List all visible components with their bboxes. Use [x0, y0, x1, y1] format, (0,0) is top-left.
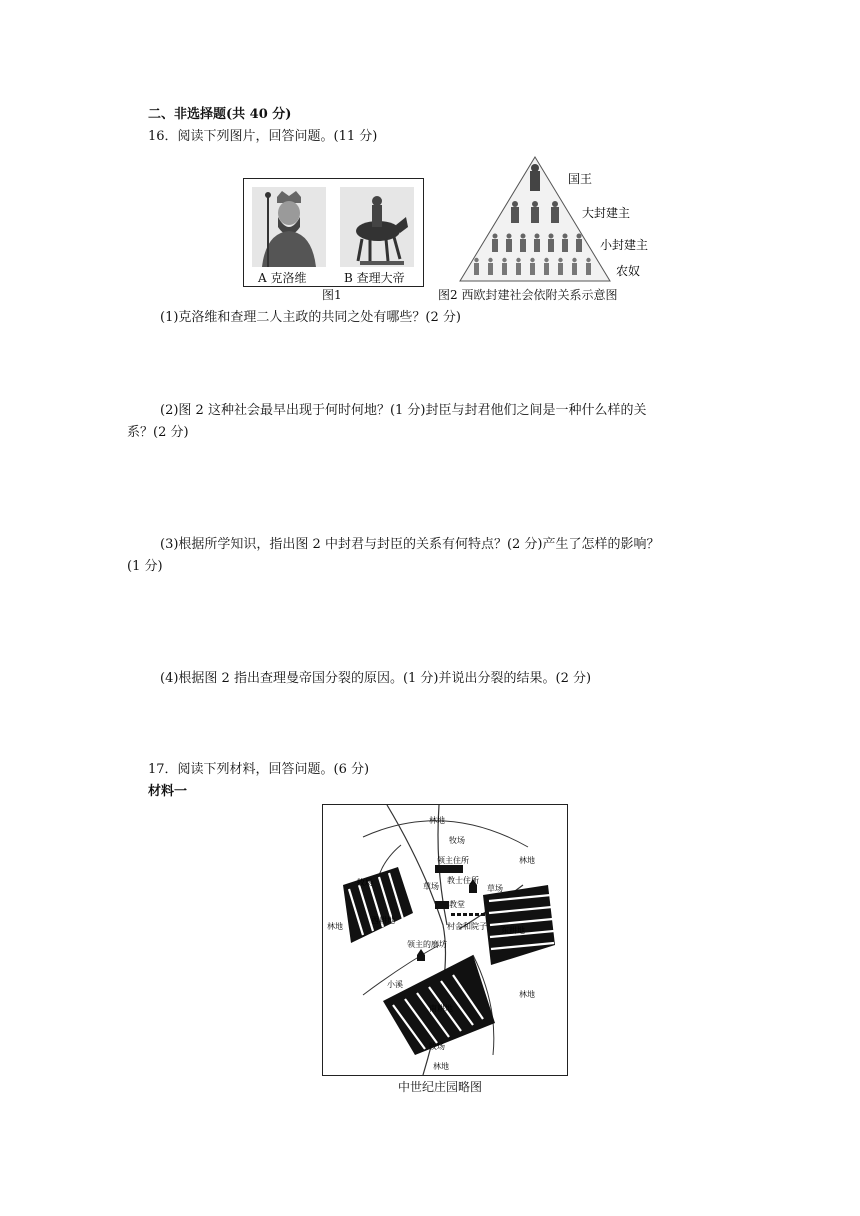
map-label-priest-house: 教士住所	[447, 876, 479, 885]
map-label-forest-left: 林地	[327, 922, 343, 931]
charlemagne-statue	[340, 187, 414, 267]
map-label-south-field: 南耕地	[429, 1004, 453, 1013]
question-16-stem: 16．阅读下列图片，回答问题。(11 分)	[148, 129, 378, 144]
map-label-stream: 小溪	[387, 980, 403, 989]
figure-2-caption: 图2 西欧封建社会依附关系示意图	[438, 288, 618, 302]
material-1-label: 材料一	[148, 784, 188, 799]
map-label-east-field: 东耕地	[501, 926, 525, 935]
figure-1-label: 图1	[322, 288, 342, 302]
figure-1	[243, 178, 424, 287]
clovis-portrait	[252, 187, 326, 267]
q16-sub4: (4)根据图 2 指出查理曼帝国分裂的原因。(1 分)并说出分裂的结果。(2 分)	[160, 671, 592, 686]
map-label-lord-mill: 领主的磨坊	[407, 940, 447, 949]
q16-sub3-line2: (1 分)	[127, 559, 163, 574]
level-serf: 农奴	[616, 264, 641, 278]
q16-sub3-line1: (3)根据所学知识，指出图 2 中封君与封臣的关系有何特点？(2 分)产生了怎样的影响？	[160, 537, 660, 552]
map-label-lord-house: 领主住所	[437, 856, 469, 865]
map-label-forest-bottom: 林地	[433, 1062, 449, 1071]
map-label-pasture-bottom: 牧场	[429, 1042, 445, 1051]
map-label-west-field: 西耕地	[371, 916, 395, 925]
level-king: 国王	[568, 172, 593, 186]
q16-sub2-line2: 系？(2 分)	[127, 425, 189, 440]
level-great-lord: 大封建主	[582, 206, 631, 220]
map-label-meadow-left: 草场	[423, 882, 439, 891]
q16-sub1: (1)克洛维和查理二人主政的共同之处有哪些？(2 分)	[160, 310, 461, 325]
map-label-meadow-right: 草场	[487, 884, 503, 893]
map-label-village: 村舍和院子	[447, 922, 487, 931]
map-label-church: 教堂	[449, 900, 465, 909]
manor-map	[322, 804, 568, 1076]
figure-2-pyramid	[458, 155, 658, 285]
map-label-forest-right-top: 林地	[519, 856, 535, 865]
map-caption: 中世纪庄园略图	[398, 1080, 483, 1094]
map-label-forest-right-bottom: 林地	[519, 990, 535, 999]
map-label-forest-top: 林地	[429, 816, 445, 825]
caption-charlemagne: B 查理大帝	[344, 271, 405, 285]
section-title: 二、非选择题(共 40 分)	[148, 107, 292, 122]
level-small-lord: 小封建主	[600, 238, 649, 252]
map-label-pasture-top: 牧场	[449, 836, 465, 845]
map-label-pasture-left: 牧场	[357, 878, 373, 887]
q16-sub2-line1: (2)图 2 这种社会最早出现于何时何地？(1 分)封臣与封君他们之间是一种什么样的关	[160, 403, 647, 418]
caption-clovis: A 克洛维	[258, 271, 307, 285]
question-17-stem: 17．阅读下列材料，回答问题。(6 分)	[148, 762, 370, 777]
